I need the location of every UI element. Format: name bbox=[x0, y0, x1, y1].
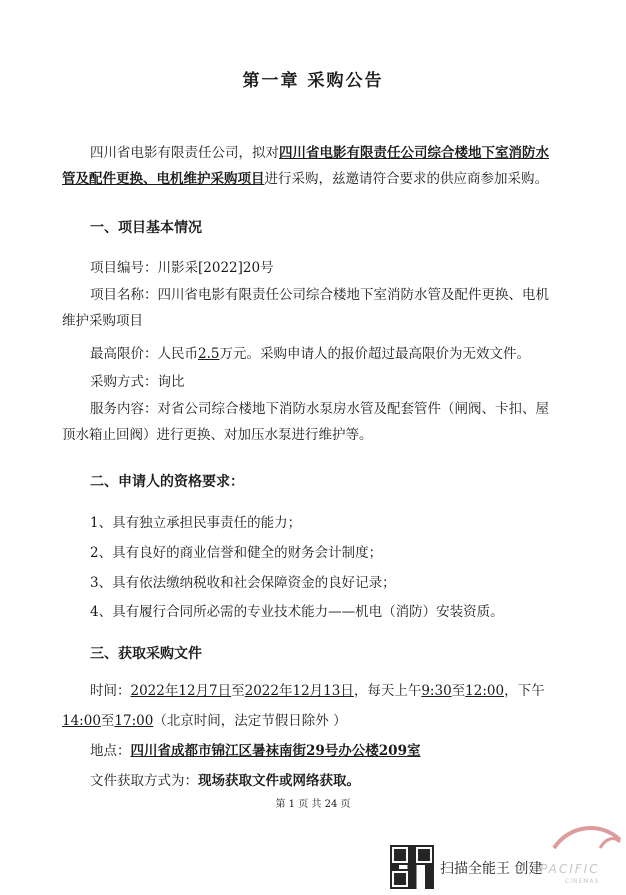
max-price-value: 2.5 bbox=[198, 346, 220, 362]
pm-end: 17:00 bbox=[114, 713, 154, 729]
am-start: 9:30 bbox=[421, 683, 452, 699]
max-price bbox=[90, 344, 530, 364]
method-line bbox=[90, 771, 360, 791]
project-name: 项目名称：四川省电影有限责任公司综合楼地下室消防水管及配件更换、电机维护采购项目 bbox=[62, 287, 549, 329]
intro-paragraph bbox=[62, 140, 562, 192]
pm-start: 14:00 bbox=[62, 713, 101, 729]
place-label: 地点： bbox=[90, 743, 131, 759]
intro-project-name: 四川省电影有限责任公司综合楼地下室消防水管及配件更换、电机维护采购项目 bbox=[62, 145, 549, 187]
time-line bbox=[90, 681, 545, 701]
qualification-item: 2、具有良好的商业信誉和健全的财务会计制度； bbox=[90, 545, 383, 561]
procurement-method: 采购方式：询比 bbox=[90, 374, 185, 390]
place-address: 四川省成都市锦江区暑袜南街29号办公楼209室 bbox=[130, 743, 421, 759]
max-price-prefix: 最高限价：人民币 bbox=[90, 346, 198, 362]
intro-prefix: 四川省电影有限责任公司，拟对 bbox=[90, 145, 279, 161]
intro-suffix: 进行采购，兹邀请符合要求的供应商参加采购。 bbox=[264, 171, 548, 187]
time-note: （北京时间，法定节假日除外 ） bbox=[153, 713, 347, 729]
section-3-heading: 三、获取采购文件 bbox=[90, 646, 202, 662]
section-2-heading: 二、申请人的资格要求： bbox=[90, 474, 244, 490]
max-price-suffix: 万元。采购申请人的报价超过最高限价为无效文件。 bbox=[219, 346, 530, 362]
date-end: 2022年12月13日 bbox=[244, 683, 354, 699]
pm-label: ，下午 bbox=[504, 683, 545, 699]
qualification-item: 3、具有依法缴纳税收和社会保障资金的良好记录； bbox=[90, 575, 396, 591]
qr-code-icon bbox=[390, 845, 434, 889]
date-start: 2022年12月7日 bbox=[130, 683, 232, 699]
to-text: 至 bbox=[100, 713, 115, 729]
daily-text: ，每天上午 bbox=[353, 683, 422, 699]
am-end: 12:00 bbox=[465, 683, 505, 699]
method-value: 现场获取文件或网络获取。 bbox=[198, 773, 360, 789]
qualification-item: 4、具有履行合同所必需的专业技术能力——机电（消防）安装资质。 bbox=[90, 604, 504, 620]
page-title: 第一章 采购公告 bbox=[242, 71, 384, 91]
logo-text: PACIFIC bbox=[540, 862, 600, 876]
logo-subtext: CINEMAS bbox=[565, 878, 600, 885]
service-content: 服务内容：对省公司综合楼地下消防水泵房水管及配套管件（闸阀、卡扣、屋顶水箱止回阀）进行更换、对加压水泵进行维护等。 bbox=[62, 401, 549, 443]
time-line-2 bbox=[62, 711, 347, 731]
page-footer: 第 1 页 共 24 页 bbox=[275, 799, 351, 810]
qualification-item: 1、具有独立承担民事责任的能力； bbox=[90, 515, 302, 531]
to-text: 至 bbox=[231, 683, 245, 699]
to-text: 至 bbox=[451, 683, 466, 699]
time-label: 时间： bbox=[90, 683, 131, 699]
section-1-heading: 一、项目基本情况 bbox=[90, 220, 202, 236]
project-number: 项目编号：川影采[2022]20号 bbox=[90, 260, 274, 276]
method-label: 文件获取方式为： bbox=[90, 773, 198, 789]
scanner-watermark: 扫描全能王 创建 bbox=[440, 861, 543, 877]
place-line bbox=[90, 741, 420, 761]
